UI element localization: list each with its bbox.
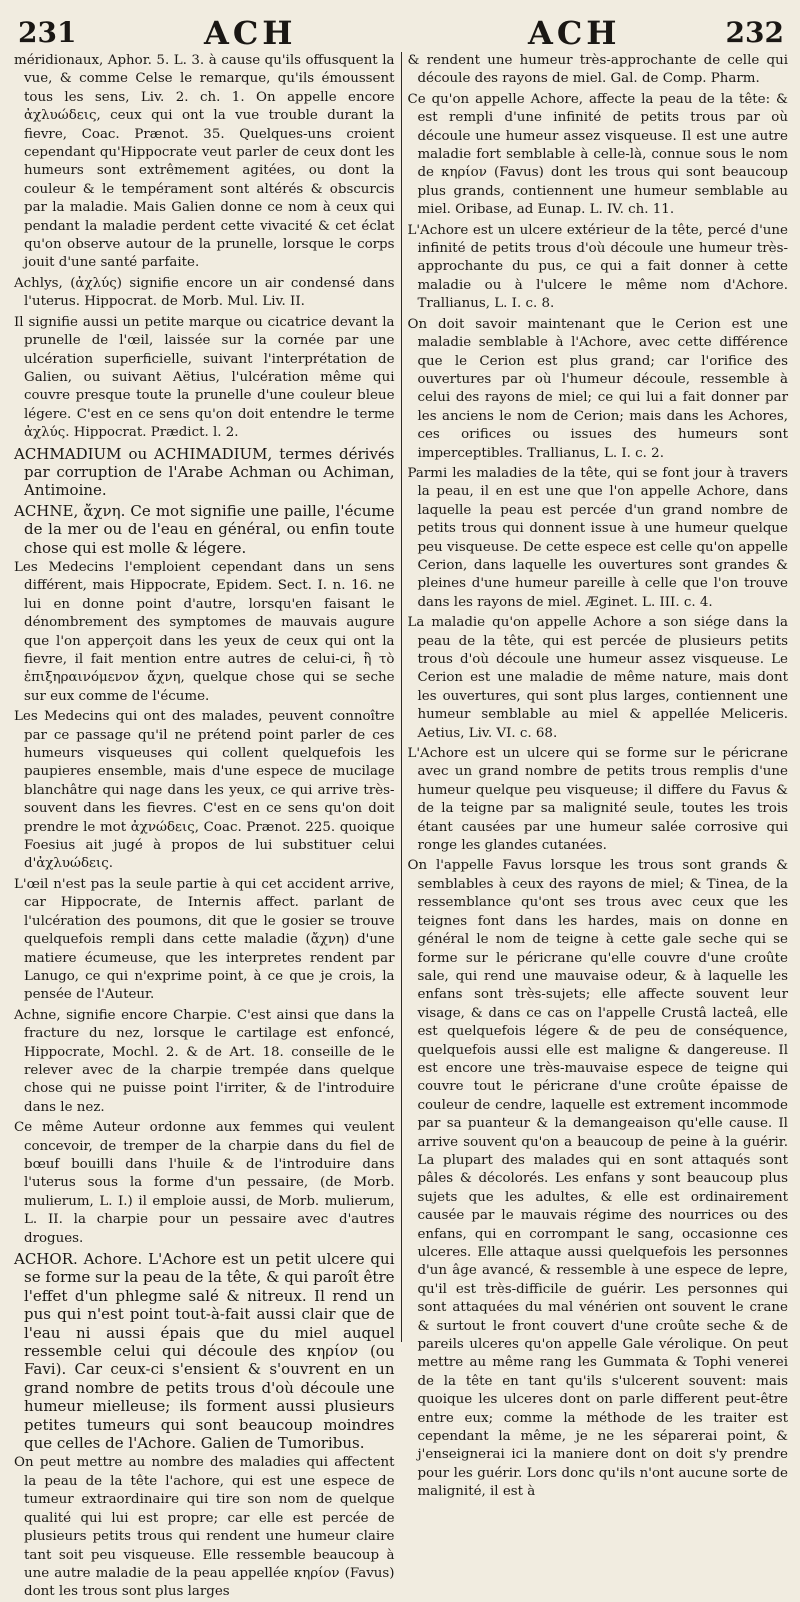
paragraph: Achlys, (ἀχλύς) signifie encore un air condensé dans l'uterus. Hippocrat. de Morb. Mul. Liv. II. — [14, 275, 395, 310]
paragraph: méridionaux, Aphor. 5. L. 3. à cause qu'ils offusquent la vue, & comme Celse le remarque, qu'ils émoussent tous les sens, Liv. 2. ch. 1. On appelle encore ἀχλυώδεις, ceux qui ont la vue trouble durant la fievre, Coac. Prænot. 35. Quelques-uns croient cependant qu'Hippocrate veut parler de ceux dont les humeurs sont extrêmement agitées, ou dont la couleur & le tempérament sont altérés & obscurcis par la maladie. Mais Galien donne ce nom à ceux qui pendant la maladie perdent cette vivacité & cet éclat qu'on observe autour de la prunelle, lorsque le corps jouit d'une santé parfaite. — [14, 53, 395, 271]
paragraph: Ce même Auteur ordonne aux femmes qui veulent concevoir, de tremper de la charpie dans du fiel de bœuf bouilli dans l'huile & de l'introduire dans l'uterus sous la forme d'un pessaire, (de Morb. mulierum, L. I.) il emploie aussi, de Morb. mulierum, L. II. la charpie pour un pessaire avec d'autres drogues. — [14, 1120, 395, 1246]
entry-achor: ACHOR. Achore. L'Achore est un petit ulcere qui se forme sur la peau de la tête, & qui paroît être l'effet d'un phlegme salé & nitreux. Il rend un pus qui n'est point tout-à-fait aussi clair que de l'eau ni aussi épais que du miel auquel ressemble celui qui découle des κηρίον (ou Favi). Car ceux-ci s'ensient & s'ouvrent en un grand nombre de petits trous d'où découle une humeur mielleuse; ils forment aussi plusieurs petites tumeurs qui sont beaucoup moindres que celles de l'Achore. Galien de Tumoribus. — [14, 1250, 395, 1453]
right-column — [407, 52, 788, 1500]
column-divider — [401, 52, 402, 1342]
page-number-left: 231 — [18, 16, 77, 49]
entry-achne: ACHNE, ἄχνη. Ce mot signifie une paille, l'écume de la mer ou de l'eau en général, ou enfin toute chose qui est molle & légere. — [14, 501, 395, 557]
left-column — [14, 52, 395, 1600]
entry-achmadium: ACHMADIUM ou ACHIMADIUM, termes dérivés par corruption de l'Arabe Achman ou Achiman, Antimoine. — [14, 444, 395, 500]
paragraph: On doit savoir maintenant que le Cerion est une maladie semblable à l'Achore, avec cette différence que le Cerion est plus grand; car l'orifice des ouvertures par où l'humeur découle, ressemble à celui des rayons de miel; ce qui lui a fait donner par les anciens le nom de Cerion; mais dans les Achores, ces orifices ou issues des humeurs sont imperceptibles. Trallianus, L. I. c. 2. — [407, 316, 788, 461]
catchword-left: ACH — [204, 14, 297, 52]
paragraph: Les Medecins l'emploient cependant dans un sens différent, mais Hippocrate, Epidem. Sect. I. n. 16. ne lui en donne point d'autre, lorsqu'en faisant le dénombrement des symptomes de mauvais augure que l'on apperçoit dans les yeux de ceux qui ont la fievre, il fait mention entre autres de celui-ci, ἢ τὸ ἐπιξηραινόμενον ἄχνη, quelque chose qui se seche sur eux comme de l'écume. — [14, 559, 395, 704]
paragraph: L'Achore est un ulcere qui se forme sur le péricrane avec un grand nombre de petits trous remplis d'une humeur quelque peu visqueuse; il differe du Favus & de la teigne par sa malignité seule, toutes les trois étant causées par une humeur salée corrosive qui ronge les glandes cutanées. — [407, 746, 788, 854]
running-header — [14, 6, 788, 50]
paragraph: Ce qu'on appelle Achore, affecte la peau de la tête: & est rempli d'une infinité de petits trous par où découle une humeur assez visqueuse. Il est une autre maladie fort semblable à celle-là, connue sous le nom de κηρίον (Favus) dont les trous qui sont beaucoup plus grands, contiennent une humeur semblable au miel. Oribase, ad Eunap. L. IV. ch. 11. — [407, 91, 788, 218]
text-columns — [14, 52, 788, 1600]
paragraph: La maladie qu'on appelle Achore a son siége dans la peau de la tête, qui est percée de plusieurs petits trous d'où découle une humeur assez visqueuse. Le Cerion est une maladie de même nature, mais dont les ouvertures, qui sont plus larges, contiennent une humeur semblable au miel & appellée Meliceris. Aetius, Liv. VI. c. 68. — [407, 615, 788, 741]
paragraph: Parmi les maladies de la tête, qui se font jour à travers la peau, il en est une que l'on appelle Achore, dans laquelle la peau est percée d'un grand nombre de petits trous qui donnent issue à une humeur quelque peu visqueuse. De cette espece est celle qu'on appelle Cerion, dans laquelle les ouvertures sont grandes & pleines d'une humeur pareille à celle que l'on trouve dans les rayons de miel. Æginet. L. III. c. 4. — [407, 465, 788, 610]
paragraph: Il signifie aussi un petite marque ou cicatrice devant la prunelle de l'œil, laissée sur la cornée par une ulcération superficielle, suivant l'interprétation de Galien, ou suivant Aëtius, l'ulcération même qui couvre presque toute la prunelle d'une couleur bleue légere. C'est en ce sens qu'on doit entendre le terme ἀχλύς. Hippocrat. Prædict. l. 2. — [14, 314, 395, 441]
page-number-right: 232 — [725, 16, 784, 49]
paragraph: On l'appelle Favus lorsque les trous sont grands & semblables à ceux des rayons de miel; & Tinea, de la ressemblance qu'ont ses trous avec ceux que les teignes font dans les hardes, mais on donne en général le nom de teigne à cette gale seche qui se forme sur le péricrane qu'elle couvre d'une croûte sale, qui rend une mauvaise odeur, & à laquelle les enfans sont très-sujets; elle affecte souvent leur visage, & dans ce cas on l'appelle Crustâ lacteâ, elle est quelquefois légere & de peu de conséquence, quelquefois aussi elle est maligne & dangereuse. Il est encore une très-mauvaise espece de teigne qui couvre tout le péricrane d'une croûte épaisse de couleur de cendre, laquelle est extrement incommode par sa puanteur & la demangeaison qu'elle cause. Il arrive souvent qu'on a beaucoup de peine à la guérir. La plupart des malades qui en sont attaqués sont pâles & décolorés. Les enfans y sont beaucoup plus sujets que les adultes, & elle est ordinairement causée par le mauvais régime des nourrices ou des enfans, qui en corrompant le sang, occasionne ces ulceres. Elle attaque aussi quelquefois les personnes d'un âge avancé, & ressemble à une espece de lepre, qu'il est très-difficile de guérir. Les personnes qui sont attaquées du mal vénérien ont souvent le crane & surtout le front couvert d'une croûte seche & de pareils ulceres qu'on appelle Gale vérolique. On peut mettre au même rang les Gummata & Tophi venerei de la tête en tant qu'ils s'ulcerent souvent: mais quoique les ulceres dont on parle different peut-être entre eux; comme la méthode de les traiter est cependant la même, je ne les séparerai point, & j'enseignerai ici la maniere dont on doit s'y prendre pour les guérir. Lors donc qu'ils n'ont aucune sorte de malignité, il est à — [407, 858, 788, 1500]
paragraph: Les Medecins qui ont des malades, peuvent connoître par ce passage qu'il ne prétend point parler de ces humeurs visqueuses qui collent quelquefois les paupieres ensemble, mais d'une espece de mucilage blanchâtre qui nage dans les yeux, ce qui arrive très-souvent dans les fievres. C'est en ce sens qu'on doit prendre le mot ἀχνώδεις, Coac. Prænot. 225. quoique Foesius ait jugé à propos de lui substituer celui d'ἀχλυώδεις. — [14, 709, 395, 872]
paragraph: On peut mettre au nombre des maladies qui affectent la peau de la tête l'achore, qui est une espece de tumeur extraordinaire qui tire son nom de quelque qualité qui lui est propre; car elle est percée de plusieurs petits trous qui rendent une humeur claire tant soit peu visqueuse. Elle ressemble beaucoup à une autre maladie de la peau appellée κηρίον (Favus) dont les trous sont plus larges — [14, 1455, 395, 1600]
paragraph: Achne, signifie encore Charpie. C'est ainsi que dans la fracture du nez, lorsque le cartilage est enfoncé, Hippocrate, Mochl. 2. & de Art. 18. conseille de le relever avec de la charpie trempée dans quelque chose qui ne puisse point l'irriter, & de l'introduire dans le nez. — [14, 1007, 395, 1115]
paragraph: L'Achore est un ulcere extérieur de la tête, percé d'une infinité de petits trous d'où découle une humeur très-approchante du pus, ce qui a fait donner à cette maladie ou à l'ulcere le même nom d'Achore. Trallianus, L. I. c. 8. — [407, 222, 788, 312]
paragraph: L'œil n'est pas la seule partie à qui cet accident arrive, car Hippocrate, de Internis affect. parlant de l'ulcération des poumons, dit que le gosier se trouve quelquefois rempli dans cette maladie (ἄχνη) d'une matiere écumeuse, que les interpretes rendent par Lanugo, ce qui n'exprime point, à ce que je crois, la pensée de l'Auteur. — [14, 876, 395, 1003]
catchword-right: ACH — [528, 14, 621, 52]
paragraph: & rendent une humeur très-approchante de celle qui découle des rayons de miel. Gal. de Comp. Pharm. — [407, 53, 788, 87]
